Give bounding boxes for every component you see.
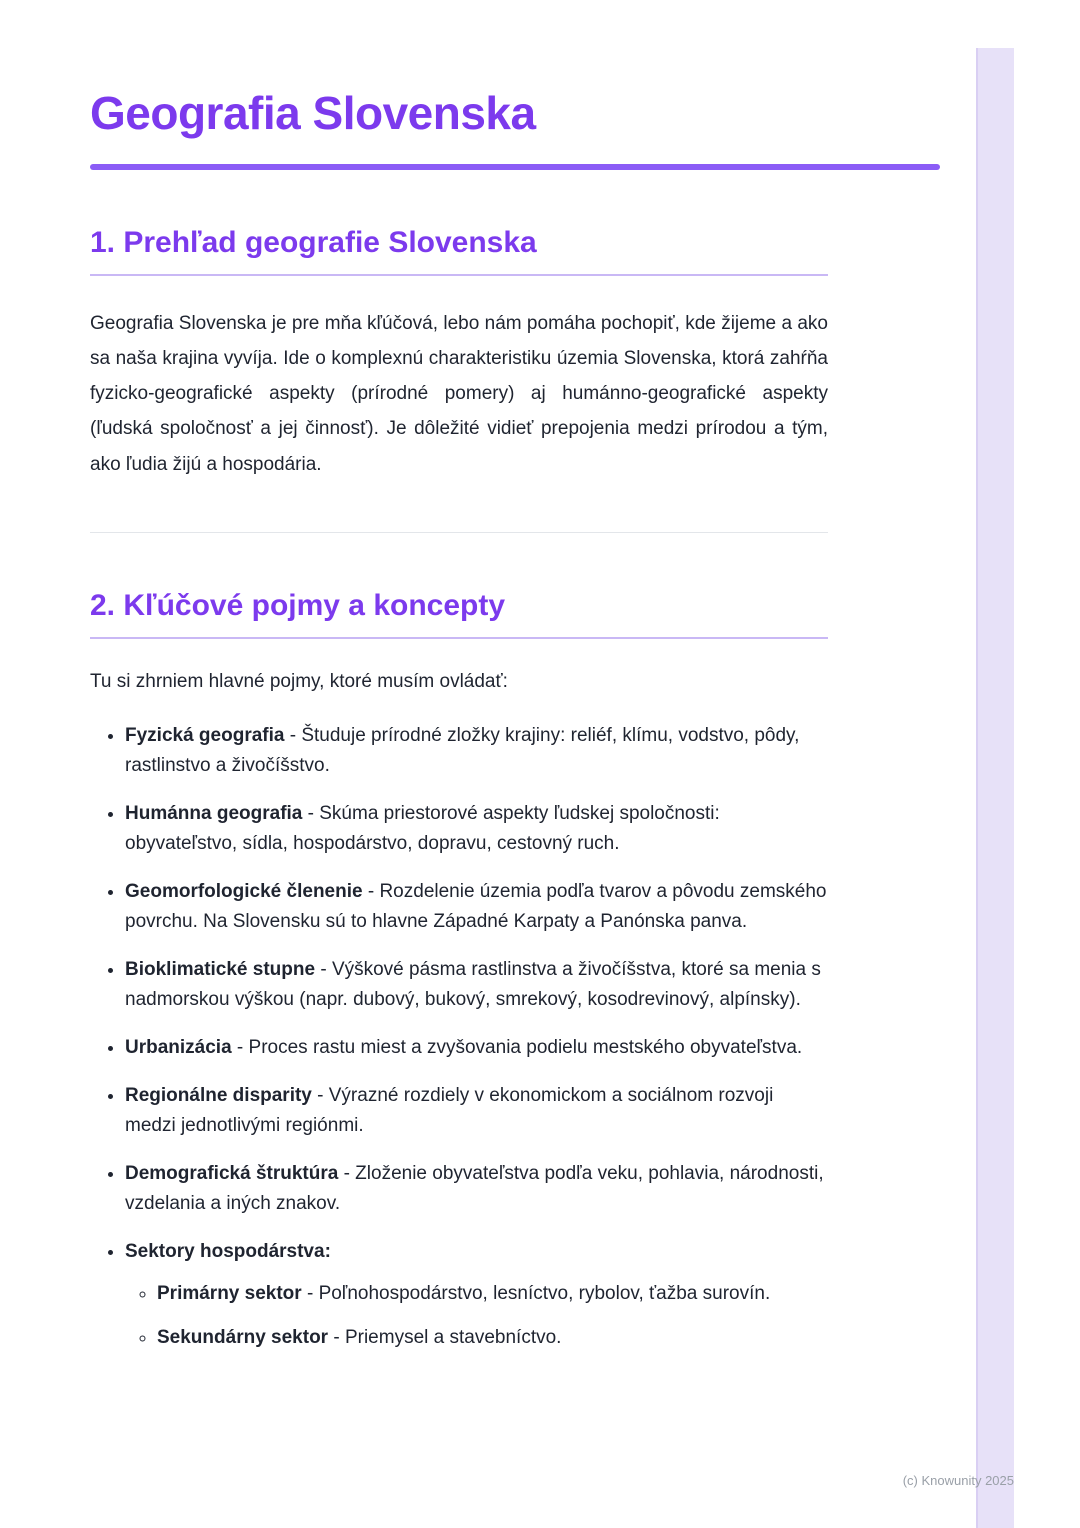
section-1-underline — [90, 274, 828, 276]
list-item — [125, 1159, 828, 1219]
side-stripe — [976, 48, 1014, 1528]
footer-credit: (c) Knowunity 2025 — [902, 1473, 1014, 1488]
section-overview — [90, 226, 828, 482]
list-item — [125, 1081, 828, 1141]
list-item — [125, 1237, 828, 1353]
title-rule — [90, 164, 940, 170]
sub-list-item — [157, 1323, 828, 1353]
term-desc: - Priemysel a stavebníctvo. — [328, 1326, 562, 1348]
term-label: Sekundárny sektor — [157, 1326, 329, 1348]
term-label: Primárny sektor — [157, 1282, 302, 1304]
term-desc: - Výškové pásma rastlinstva a živočíšstva, ktoré sa menia s nadmorskou výškou (napr. dubový, bukový, smrekový, kosodrevinový, alpínsky). — [125, 958, 821, 1010]
term-desc: - Rozdelenie územia podľa tvarov a pôvodu zemského povrchu. Na Slovensku sú to hlavne Západné Karpaty a Panónska panva. — [125, 880, 827, 932]
sub-term-list — [125, 1279, 828, 1353]
term-list — [90, 721, 828, 1353]
list-item — [125, 877, 828, 937]
list-item — [125, 799, 828, 859]
document-content — [90, 86, 828, 1371]
term-desc: - Výrazné rozdiely v ekonomickom a sociálnom rozvoji medzi jednotlivými regiónmi. — [125, 1084, 774, 1136]
section-2-underline — [90, 637, 828, 639]
term-desc: - Poľnohospodárstvo, lesníctvo, rybolov, ťažba surovín. — [301, 1282, 771, 1304]
term-desc: - Študuje prírodné zložky krajiny: reliéf, klímu, vodstvo, pôdy, rastlinstvo a živočíšstvo. — [125, 724, 800, 776]
list-item — [125, 721, 828, 781]
sub-list-item — [157, 1279, 828, 1309]
term-label: Humánna geografia — [125, 802, 303, 824]
term-label: Sektory hospodárstva: — [125, 1240, 331, 1262]
section-2-heading: 2. Kľúčové pojmy a koncepty — [90, 588, 506, 622]
section-1-heading: 1. Prehľad geografie Slovenska — [90, 226, 537, 259]
section-concepts — [90, 589, 828, 1353]
page-title: Geografia Slovenska — [90, 87, 536, 139]
term-label: Geomorfologické členenie — [125, 880, 363, 902]
term-label: Bioklimatické stupne — [125, 958, 316, 980]
term-label: Regionálne disparity — [125, 1084, 312, 1106]
list-item — [125, 1033, 828, 1063]
section-1-paragraph: Geografia Slovenska je pre mňa kľúčová, lebo nám pomáha pochopiť, kde žijeme a ako sa naša krajina vyvíja. Ide o komplexnú charakteristiku územia Slovenska, ktorá zahŕňa fyzicko-geografické aspekty (prírodné pomery) aj humánno-geografické aspekty (ľudská spoločnosť a jej činnosť). Je dôležité vidieť prepojenia medzi prírodou a tým, ako ľudia žijú a hospodária. — [90, 313, 828, 475]
term-label: Fyzická geografia — [125, 724, 285, 746]
section-2-intro: Tu si zhrniem hlavné pojmy, ktoré musím ovládať: — [90, 670, 508, 692]
term-desc: - Zloženie obyvateľstva podľa veku, pohlavia, národnosti, vzdelania a iných znakov. — [125, 1162, 824, 1214]
term-label: Urbanizácia — [125, 1036, 232, 1058]
section-divider — [90, 532, 828, 533]
term-desc: - Skúma priestorové aspekty ľudskej spoločnosti: obyvateľstvo, sídla, hospodárstvo, dopravu, cestovný ruch. — [125, 802, 720, 854]
term-label: Demografická štruktúra — [125, 1162, 339, 1184]
term-desc: - Proces rastu miest a zvyšovania podielu mestského obyvateľstva. — [231, 1036, 803, 1058]
list-item — [125, 955, 828, 1015]
